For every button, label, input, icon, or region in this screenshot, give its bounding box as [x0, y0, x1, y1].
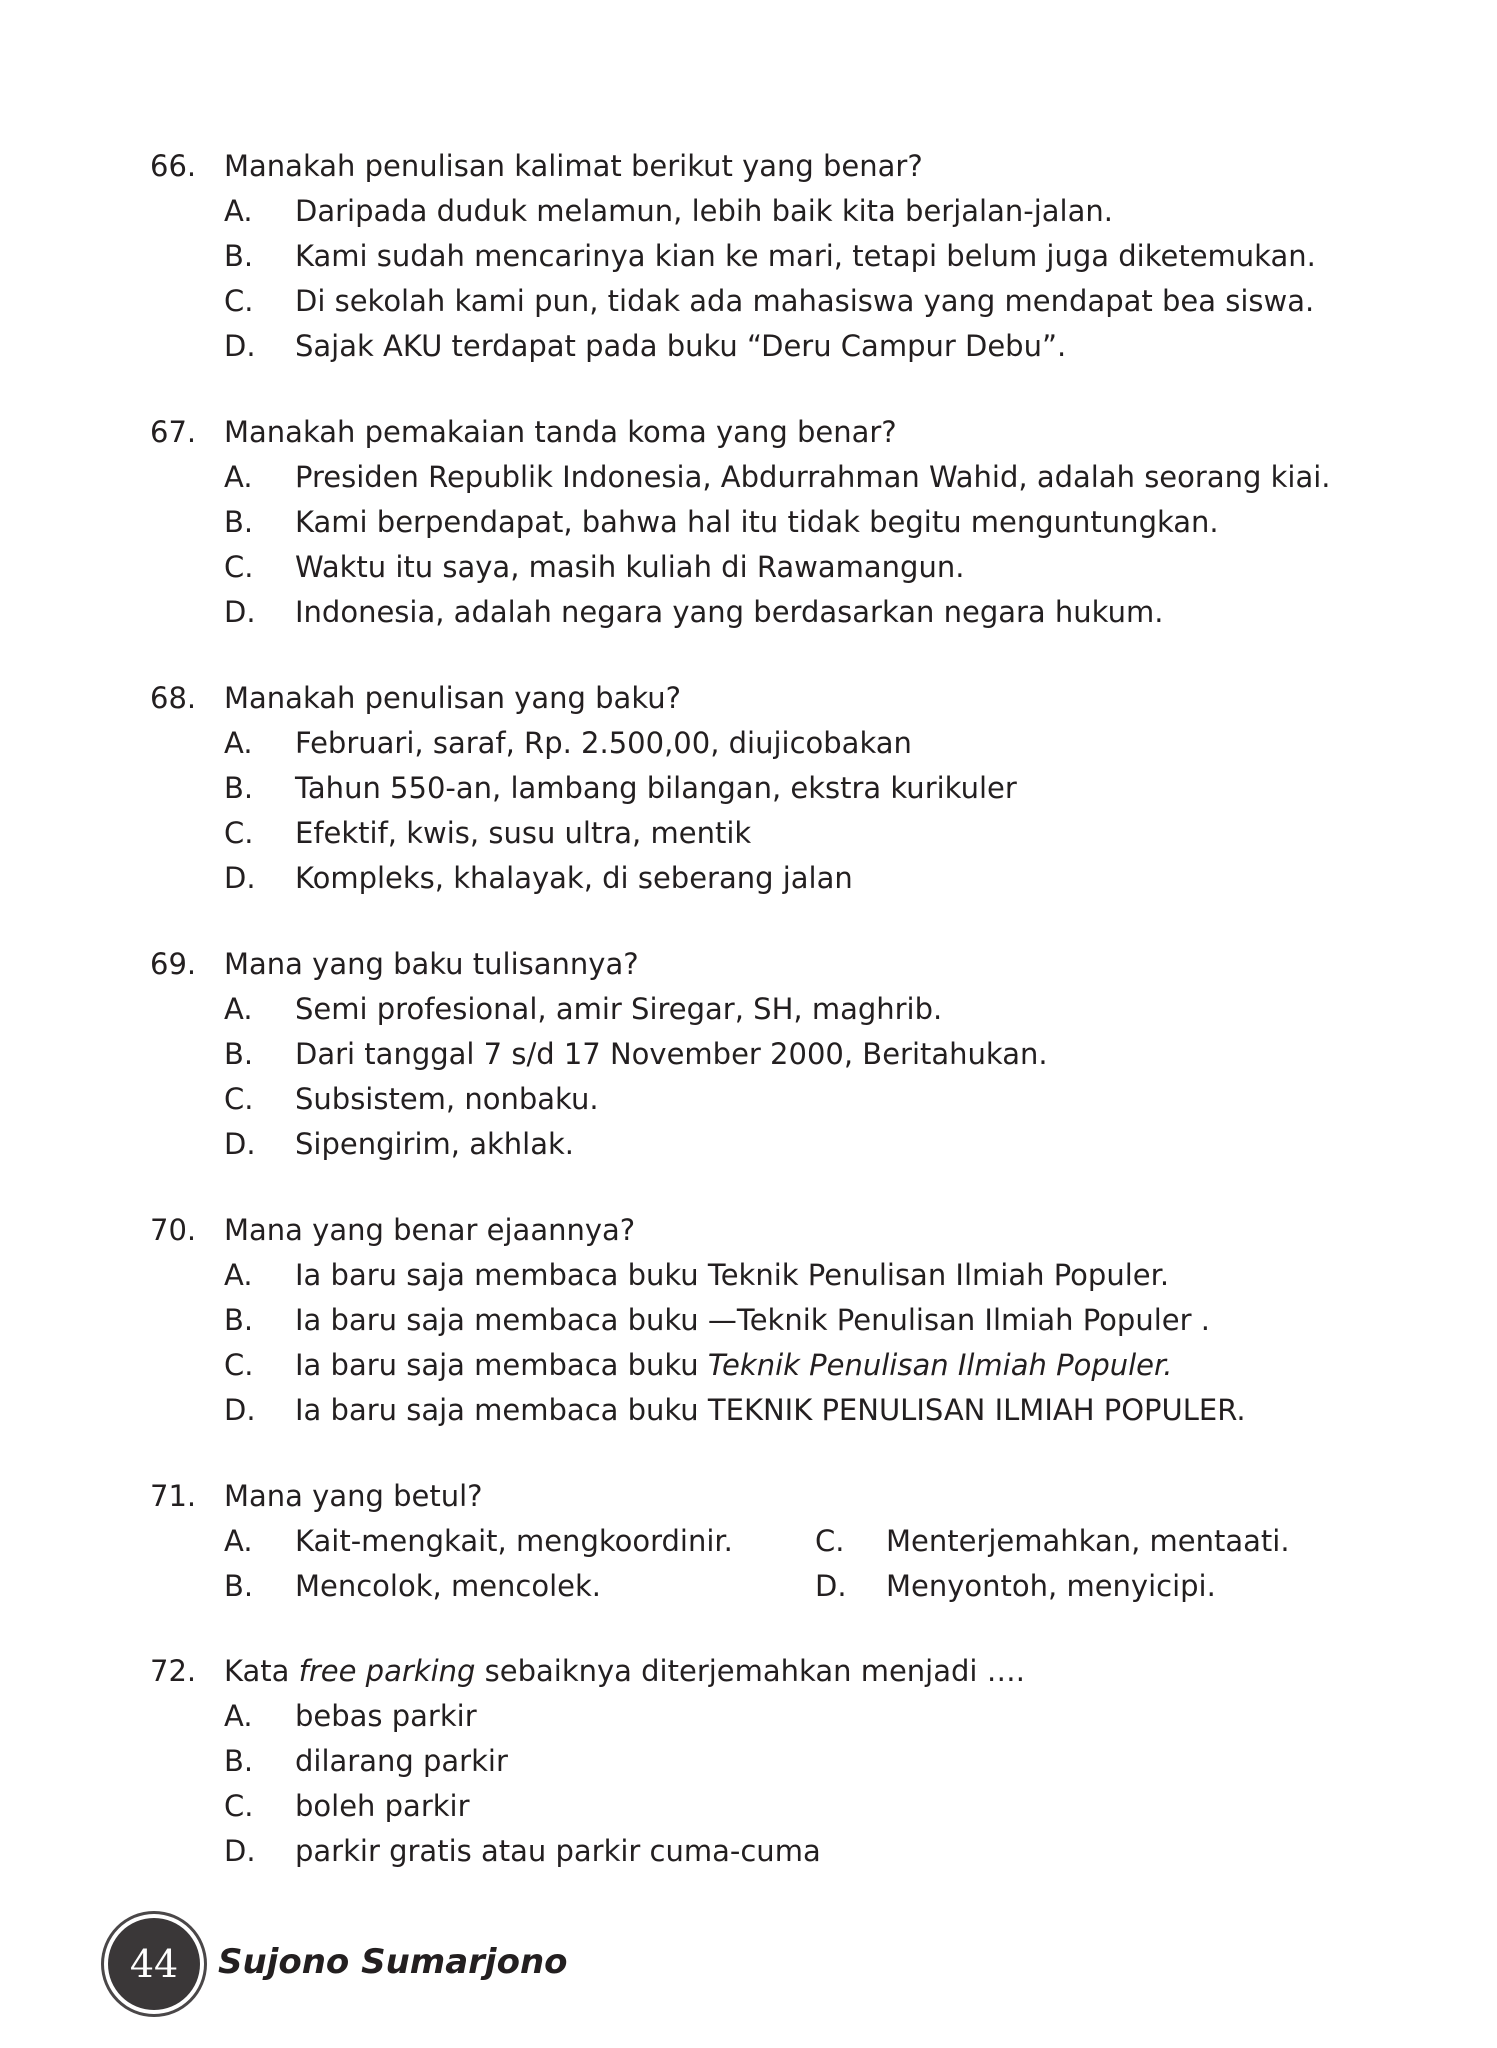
option-text: Tahun 550-an, lambang bilangan, ekstra kurikuler	[295, 771, 1017, 805]
option-c	[150, 1077, 1350, 1122]
option-text	[295, 1343, 1173, 1388]
option-text: parkir gratis atau parkir cuma-cuma	[295, 1834, 821, 1868]
option-text-plain: Ia baru saja membaca buku	[295, 1348, 708, 1382]
option-a	[150, 721, 1350, 766]
question-number: 70.	[150, 1213, 197, 1247]
question-text-after: sebaiknya diterjemahkan menjadi ….	[475, 1654, 1025, 1688]
option-text: Kami sudah mencarinya kian ke mari, tetapi belum juga diketemukan.	[295, 239, 1316, 273]
question-number: 69.	[150, 947, 197, 981]
option-letter: C.	[224, 1348, 254, 1382]
option-letter: A.	[224, 1699, 253, 1733]
question-71	[150, 1473, 1350, 1609]
option-d	[150, 590, 1350, 635]
option-letter: C.	[224, 1789, 254, 1823]
option-text: Ia baru saja membaca buku Teknik Penulisan Ilmiah Populer.	[295, 1258, 1170, 1292]
question-text: Manakah penulisan kalimat berikut yang benar?	[224, 149, 923, 183]
option-text: Sipengirim, akhlak.	[295, 1127, 575, 1161]
question-number: 68.	[150, 681, 197, 715]
option-text: Menyontoh, menyicipi.	[886, 1569, 1216, 1603]
question-67	[150, 409, 1350, 635]
question-70	[150, 1207, 1350, 1433]
page-number-badge	[108, 1918, 200, 2010]
option-letter: A.	[224, 1524, 253, 1558]
question-text-before: Kata	[224, 1654, 299, 1688]
question-number: 66.	[150, 149, 197, 183]
option-letter: A.	[224, 726, 253, 760]
option-d	[150, 1122, 1350, 1167]
question-72	[150, 1648, 1350, 1874]
option-letter: B.	[224, 505, 254, 539]
option-a	[150, 987, 1350, 1032]
option-text: Efektif, kwis, susu ultra, mentik	[295, 816, 752, 850]
option-b	[150, 1298, 1350, 1343]
option-text: Ia baru saja membaca buku TEKNIK PENULISAN ILMIAH POPULER.	[295, 1393, 1246, 1427]
option-text: Dari tanggal 7 s/d 17 November 2000, Beritahukan.	[295, 1037, 1048, 1071]
option-letter: B.	[224, 1569, 254, 1603]
option-a	[150, 1253, 1350, 1298]
option-text: Kait-mengkait, mengkoordinir.	[295, 1524, 733, 1558]
option-letter: A.	[224, 460, 253, 494]
option-text: boleh parkir	[295, 1789, 470, 1823]
option-letter: C.	[224, 284, 254, 318]
question-text: Mana yang betul?	[224, 1479, 483, 1513]
option-letter: D.	[224, 1393, 256, 1427]
question-number: 72.	[150, 1654, 197, 1688]
option-text: bebas parkir	[295, 1699, 477, 1733]
question-text: Mana yang baku tulisannya?	[224, 947, 639, 981]
book-title-italic: Teknik Penulisan Ilmiah Populer.	[707, 1348, 1173, 1382]
option-text: Kami berpendapat, bahwa hal itu tidak begitu menguntungkan.	[295, 505, 1219, 539]
option-d	[150, 1829, 1350, 1874]
option-c	[150, 279, 1350, 324]
option-text: Mencolok, mencolek.	[295, 1569, 602, 1603]
option-text: Di sekolah kami pun, tidak ada mahasiswa yang mendapat bea siswa.	[295, 284, 1315, 318]
option-letter: A.	[224, 1258, 253, 1292]
option-b	[150, 500, 1350, 545]
option-text: dilarang parkir	[295, 1744, 508, 1778]
option-c	[150, 545, 1350, 590]
option-letter: B.	[224, 1303, 254, 1337]
option-text: Februari, saraf, Rp. 2.500,00, diujicobakan	[295, 726, 912, 760]
option-letter: D.	[224, 595, 256, 629]
option-text: Menterjemahkan, mentaati.	[886, 1524, 1290, 1558]
question-text: Mana yang benar ejaannya?	[224, 1213, 636, 1247]
option-text: Daripada duduk melamun, lebih baik kita berjalan-jalan.	[295, 194, 1113, 228]
option-d	[150, 1388, 1350, 1433]
author-name: Sujono Sumarjono	[218, 1942, 568, 1982]
option-letter: A.	[224, 194, 253, 228]
option-letter: D.	[815, 1569, 847, 1603]
option-a	[150, 455, 1350, 500]
option-text: Waktu itu saya, masih kuliah di Rawamangun.	[295, 550, 965, 584]
question-text: Manakah penulisan yang baku?	[224, 681, 681, 715]
question-69	[150, 941, 1350, 1167]
question-text	[224, 1648, 1025, 1694]
option-d	[150, 856, 1350, 901]
option-letter: D.	[224, 861, 256, 895]
option-b	[150, 234, 1350, 279]
question-text: Manakah pemakaian tanda koma yang benar?	[224, 415, 897, 449]
foreign-term-italic: free parking	[298, 1654, 476, 1688]
option-letter: B.	[224, 239, 254, 273]
option-d	[150, 324, 1350, 369]
option-letter: D.	[224, 1834, 256, 1868]
option-text: Kompleks, khalayak, di seberang jalan	[295, 861, 853, 895]
option-letter: C.	[224, 816, 254, 850]
option-text: Presiden Republik Indonesia, Abdurrahman Wahid, adalah seorang kiai.	[295, 460, 1331, 494]
option-b	[150, 766, 1350, 811]
option-letter: C.	[815, 1524, 845, 1558]
option-letter: B.	[224, 1744, 254, 1778]
option-letter: B.	[224, 771, 254, 805]
option-c	[150, 1343, 1350, 1388]
option-text: Semi profesional, amir Siregar, SH, maghrib.	[295, 992, 943, 1026]
option-letter: C.	[224, 1082, 254, 1116]
option-letter: D.	[224, 329, 256, 363]
question-68	[150, 675, 1350, 901]
option-text: Ia baru saja membaca buku —Teknik Penulisan Ilmiah Populer .	[295, 1303, 1210, 1337]
question-66	[150, 143, 1350, 369]
option-b	[150, 1739, 1350, 1784]
question-number: 67.	[150, 415, 197, 449]
option-a	[150, 189, 1350, 234]
page-number: 44	[129, 1942, 179, 1986]
option-letter: A.	[224, 992, 253, 1026]
option-text: Sajak AKU terdapat pada buku “Deru Campur Debu”.	[295, 329, 1067, 363]
option-letter: D.	[224, 1127, 256, 1161]
question-number: 71.	[150, 1479, 197, 1513]
option-row-2	[150, 1564, 1350, 1609]
option-a	[150, 1694, 1350, 1739]
option-row-1	[150, 1519, 1350, 1564]
option-text: Subsistem, nonbaku.	[295, 1082, 599, 1116]
option-b	[150, 1032, 1350, 1077]
option-letter: C.	[224, 550, 254, 584]
page-footer	[108, 1918, 808, 2018]
option-c	[150, 811, 1350, 856]
option-text: Indonesia, adalah negara yang berdasarkan negara hukum.	[295, 595, 1164, 629]
option-letter: B.	[224, 1037, 254, 1071]
option-c	[150, 1784, 1350, 1829]
